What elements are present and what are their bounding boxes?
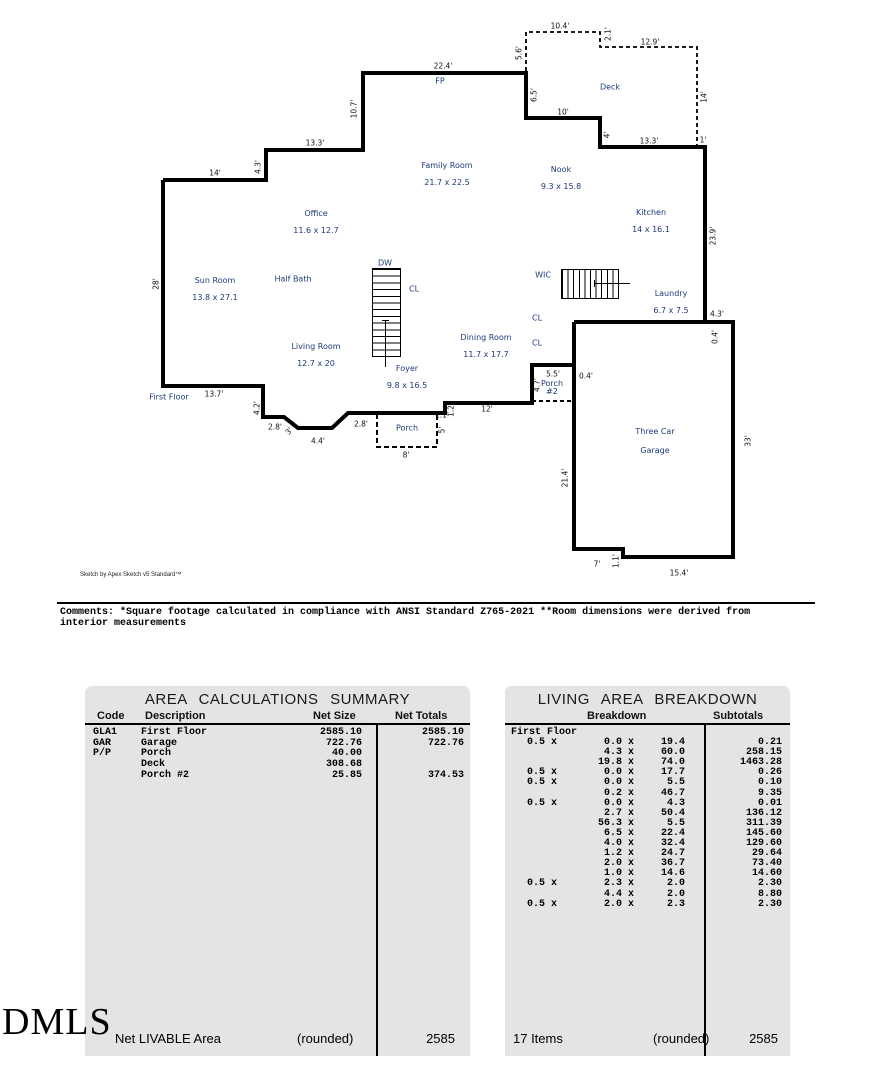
cell-subtotal: 8.80 [757, 888, 782, 900]
breakdown-table-headers [505, 710, 790, 724]
stair-arrow-down-tick [382, 320, 389, 321]
cell-dimension-b: 4.3 [666, 797, 685, 809]
room-name: Family Room [421, 161, 473, 170]
plan-annotation: FP [435, 76, 445, 86]
cell-times: x [627, 838, 634, 850]
cell-dimension-a: 0.2 [603, 787, 622, 799]
cell-times: x [627, 767, 634, 779]
cell-times: x [627, 898, 634, 910]
room-label [653, 285, 688, 319]
cell-dimension-a: 56.3 [597, 817, 622, 829]
cell-subtotal: 73.40 [751, 858, 782, 870]
dimension-label: 7' [593, 559, 601, 569]
breakdown-table-footer [505, 1031, 790, 1047]
cell-description: Deck [141, 759, 166, 771]
breakdown-table-body [505, 728, 790, 910]
dimension-label: 1' [699, 135, 707, 145]
cell-description: Porch #2 [141, 769, 190, 781]
dimension-label: 28' [151, 278, 161, 290]
room-name: Half Bath [274, 274, 312, 284]
room-dimensions: 6.7 x 7.5 [653, 306, 689, 315]
dimension-label: 15.4' [669, 568, 689, 578]
cell-subtotal: 14.60 [751, 868, 782, 880]
summary-table-row [85, 771, 470, 782]
breakdown-header-underline [505, 723, 790, 725]
room-dimensions: 13.8 x 27.1 [192, 293, 238, 302]
cell-description: Porch [141, 748, 172, 760]
dimension-label: 5.6' [514, 46, 524, 60]
cell-code: GAR [93, 737, 112, 749]
room-label [387, 360, 427, 394]
cell-times: x [627, 878, 634, 890]
plan-annotation: CL [408, 284, 420, 294]
room-name: Porch [540, 379, 564, 388]
cell-subtotal: 0.10 [757, 777, 782, 789]
cell-subtotal: 1463.28 [739, 757, 782, 769]
cell-subtotal: 0.21 [757, 737, 782, 749]
plan-annotation: DW [377, 258, 393, 268]
plan-annotation: Porch [395, 423, 419, 433]
room-name: Nook [550, 165, 572, 174]
dimension-label: 2.8' [354, 419, 368, 429]
cell-subtotal: 0.01 [757, 797, 782, 809]
room-name: Laundry [654, 289, 688, 298]
plan-annotation: CL [531, 313, 543, 323]
dimension-label: 1.1' [435, 410, 449, 420]
room-name: Three Car [635, 427, 675, 436]
room-name: Foyer [395, 364, 419, 373]
cell-dimension-a: 0.0 [603, 777, 622, 789]
cell-times: x [627, 848, 634, 860]
summary-table-footer [85, 1031, 470, 1047]
dimension-label: 10.4' [550, 21, 570, 31]
cell-dimension-b: 50.4 [660, 807, 685, 819]
cell-code [85, 771, 141, 782]
cell-code [85, 760, 141, 771]
dimension-label: 12.9' [640, 37, 660, 47]
dimension-label: 6.5' [529, 88, 539, 102]
room-label [421, 157, 472, 191]
cell-dimension-a: 1.2 [603, 848, 622, 860]
cell-subtotal: 29.64 [751, 848, 782, 860]
room-dimensions: 9.8 x 16.5 [386, 381, 428, 390]
room-label [274, 271, 311, 288]
cell-subtotal: 311.39 [745, 817, 782, 829]
cell-net-totals: 374.53 [427, 769, 464, 781]
dimension-label: 13.3' [305, 138, 325, 148]
cell-factor-prefix: 0.5 x [526, 767, 557, 779]
cell-times: x [627, 868, 634, 880]
cell-times: x [627, 858, 634, 870]
cell-subtotal: 2.30 [757, 898, 782, 910]
dimension-label: 5.5' [546, 369, 560, 379]
divider-line [57, 602, 815, 604]
dimension-label: 21.4' [560, 468, 570, 488]
plan-annotation: CL [531, 338, 543, 348]
cell-subtotal: 2.30 [757, 878, 782, 890]
cell-dimension-a: 6.5 [603, 827, 622, 839]
cell-factor-prefix: 0.5 x [526, 777, 557, 789]
cell-factor-prefix: 0.5 x [526, 797, 557, 809]
dimension-label: 13.7' [204, 389, 224, 399]
dimension-label: 2.1' [603, 27, 613, 41]
dimension-label: 0.4' [579, 371, 593, 381]
dimension-label: 14' [699, 91, 709, 103]
cell-net-size: 40.00 [331, 748, 362, 760]
cell-times: x [627, 817, 634, 829]
cell-dimension-b: 2.3 [666, 898, 685, 910]
cell-times: x [627, 757, 634, 769]
room-dimensions: 14 x 16.1 [632, 225, 670, 234]
plan-annotation: First Floor [149, 392, 189, 402]
room-label [460, 329, 511, 363]
cell-times: x [627, 888, 634, 900]
cell-net-size: 2585.10 [319, 727, 362, 738]
breakdown-footer-value: 2585 [749, 1031, 778, 1046]
cell-dimension-a: 0.0 [603, 797, 622, 809]
dimension-label: 4.3' [710, 309, 724, 319]
cell-factor-prefix [505, 859, 557, 869]
room-label [632, 204, 670, 238]
cell-description: Garage [141, 737, 178, 749]
cell-dimension-b: 2.0 [666, 888, 685, 900]
breakdown-table-title: LIVING AREA BREAKDOWN [537, 691, 758, 708]
dimension-label: 4.4' [311, 436, 325, 446]
breakdown-header-subtotals: Subtotals [713, 710, 764, 722]
cell-subtotal: 9.35 [757, 787, 782, 799]
living-area-breakdown-table [505, 686, 790, 1056]
cell-dimension-b: 22.4 [660, 827, 685, 839]
dmls-watermark: DMLS [2, 1001, 112, 1043]
cell-net-totals: 722.76 [427, 737, 464, 749]
cell-net-size: 308.68 [325, 759, 362, 771]
dimension-label: 8' [402, 450, 410, 460]
cell-dimension-b: 17.7 [660, 767, 685, 779]
breakdown-table-row [505, 839, 790, 849]
cell-net-totals [362, 749, 470, 760]
cell-dimension-b: 19.4 [660, 737, 685, 749]
cell-dimension-a: 2.0 [603, 898, 622, 910]
room-label [293, 205, 338, 239]
cell-factor-prefix [505, 829, 557, 839]
room-dimensions: #2 [546, 387, 558, 396]
summary-header-totals: Net Totals [395, 710, 448, 722]
dimension-label: 2.8' [268, 422, 282, 432]
cell-factor-prefix [505, 748, 557, 758]
room-dimensions: 21.7 x 22.5 [424, 178, 470, 187]
room-label [291, 338, 340, 372]
dimension-label: 12' [481, 404, 493, 414]
cell-factor-prefix [505, 849, 557, 859]
dimension-label: 10' [557, 107, 569, 117]
cell-dimension-a: 0.0 [603, 767, 622, 779]
summary-header-size: Net Size [313, 710, 356, 722]
cell-dimension-a: 1.0 [603, 868, 622, 880]
plan-annotation: Deck [599, 82, 621, 92]
staircase-horizontal [561, 269, 619, 299]
cell-subtotal: 0.26 [757, 767, 782, 779]
room-dimensions: Garage [640, 446, 670, 455]
cell-dimension-b: 74.0 [660, 757, 685, 769]
breakdown-table-row [505, 778, 790, 788]
cell-times: x [627, 787, 634, 799]
breakdown-table-row [505, 900, 790, 910]
cell-times: x [627, 807, 634, 819]
cell-dimension-a: 19.8 [597, 757, 622, 769]
room-label [541, 161, 581, 195]
breakdown-table-row [505, 849, 790, 859]
dimension-label: 1.1' [611, 554, 621, 568]
dimension-label: 0.4' [710, 330, 720, 344]
cell-subtotal: 129.60 [745, 838, 782, 850]
cell-dimension-a: 2.0 [603, 858, 622, 870]
house-wall-path [163, 73, 705, 322]
room-dimensions: 11.6 x 12.7 [293, 226, 339, 235]
room-dimensions: 12.7 x 20 [297, 359, 335, 368]
cell-times: x [627, 827, 634, 839]
breakdown-header-breakdown: Breakdown [587, 710, 647, 722]
comments-text: Comments: *Square footage calculated in compliance with ANSI Standard Z765-2021 **Room dimensions were derived from interior measurements [60, 607, 751, 629]
summary-table-title: AREA CALCULATIONS SUMMARY [144, 691, 411, 708]
breakdown-footer-label: 17 Items [513, 1031, 563, 1046]
breakdown-table-row [505, 859, 790, 869]
stair-arrow-right [594, 283, 630, 284]
cell-dimension-b: 32.4 [660, 838, 685, 850]
room-label [635, 422, 674, 460]
dimension-label: 3' [283, 425, 295, 437]
stair-arrow-right-tick [594, 280, 595, 287]
cell-net-size: 25.85 [331, 769, 362, 781]
area-calculations-summary-table [85, 686, 470, 1056]
room-dimensions: 11.7 x 17.7 [463, 350, 509, 359]
breakdown-table-row [505, 879, 790, 889]
breakdown-section-label: First Floor [511, 727, 578, 738]
cell-dimension-a: 4.0 [603, 838, 622, 850]
dimension-label: 4.2' [252, 401, 262, 415]
cell-dimension-a: 0.0 [603, 737, 622, 749]
summary-footer-label: Net LIVABLE Area [115, 1031, 221, 1046]
cell-dimension-b: 5.5 [666, 817, 685, 829]
cell-dimension-a: 4.3 [603, 747, 622, 759]
cell-dimension-b: 5.5 [666, 777, 685, 789]
dimension-label: 22.4' [433, 61, 453, 71]
summary-table-body [85, 728, 470, 782]
room-name: Sun Room [194, 276, 236, 285]
room-dimensions: 9.3 x 15.8 [540, 182, 582, 191]
dimension-label: 23.9' [708, 226, 718, 246]
room-name: Office [304, 209, 328, 218]
dimension-label: 4.3' [253, 160, 263, 174]
summary-table-headers [85, 710, 470, 724]
room-name: Living Room [291, 342, 341, 351]
cell-dimension-b: 60.0 [660, 747, 685, 759]
cell-dimension-a: 2.7 [603, 807, 622, 819]
staircase-vertical [372, 268, 401, 357]
summary-footer-value: 2585 [426, 1031, 455, 1046]
cell-dimension-b: 46.7 [660, 787, 685, 799]
sketch-credit: Sketch by Apex Sketch v5 Standard™ [80, 572, 182, 578]
dimension-label: 14' [209, 168, 221, 178]
dimension-label: 33' [743, 435, 753, 447]
dimension-label: 5' [437, 426, 447, 434]
cell-factor-prefix: 0.5 x [526, 898, 557, 910]
summary-footer-rounded: (rounded) [297, 1031, 354, 1046]
cell-factor-prefix: 0.5 x [526, 878, 557, 890]
cell-subtotal: 136.12 [745, 807, 782, 819]
cell-factor-prefix [505, 819, 557, 829]
room-label [541, 380, 563, 396]
room-name: Kitchen [635, 208, 667, 217]
cell-dimension-a: 2.3 [603, 878, 622, 890]
dimension-label: 13.3' [639, 136, 659, 146]
cell-times: x [627, 737, 634, 749]
cell-factor-prefix: 0.5 x [526, 737, 557, 749]
summary-header-code: Code [97, 710, 125, 722]
cell-factor-prefix [505, 839, 557, 849]
dimension-label: 1.2' [446, 403, 456, 417]
cell-subtotal: 258.15 [745, 747, 782, 759]
cell-description: First Floor [141, 727, 208, 738]
summary-header-underline [85, 723, 470, 725]
cell-times: x [627, 797, 634, 809]
cell-net-totals: 2585.10 [421, 727, 464, 738]
dimension-label: 10.7' [349, 99, 359, 119]
cell-net-size: 722.76 [325, 737, 362, 749]
cell-code: GLA1 [93, 727, 118, 738]
dimension-label: 4.7' [532, 378, 542, 392]
cell-dimension-b: 24.7 [660, 848, 685, 860]
summary-header-desc: Description [145, 710, 206, 722]
cell-dimension-b: 2.0 [666, 878, 685, 890]
room-name: Dining Room [460, 333, 512, 342]
cell-dimension-a: 4.4 [603, 888, 622, 900]
cell-factor-prefix [505, 809, 557, 819]
breakdown-footer-rounded: (rounded) [653, 1031, 710, 1046]
cell-dimension-b: 14.6 [660, 868, 685, 880]
room-label [192, 272, 237, 306]
dimension-label: 4' [602, 131, 612, 139]
cell-dimension-b: 36.7 [660, 858, 685, 870]
cell-times: x [627, 777, 634, 789]
cell-subtotal: 145.60 [745, 827, 782, 839]
cell-times: x [627, 747, 634, 759]
cell-code: P/P [93, 748, 112, 760]
plan-annotation: WIC [535, 270, 551, 280]
